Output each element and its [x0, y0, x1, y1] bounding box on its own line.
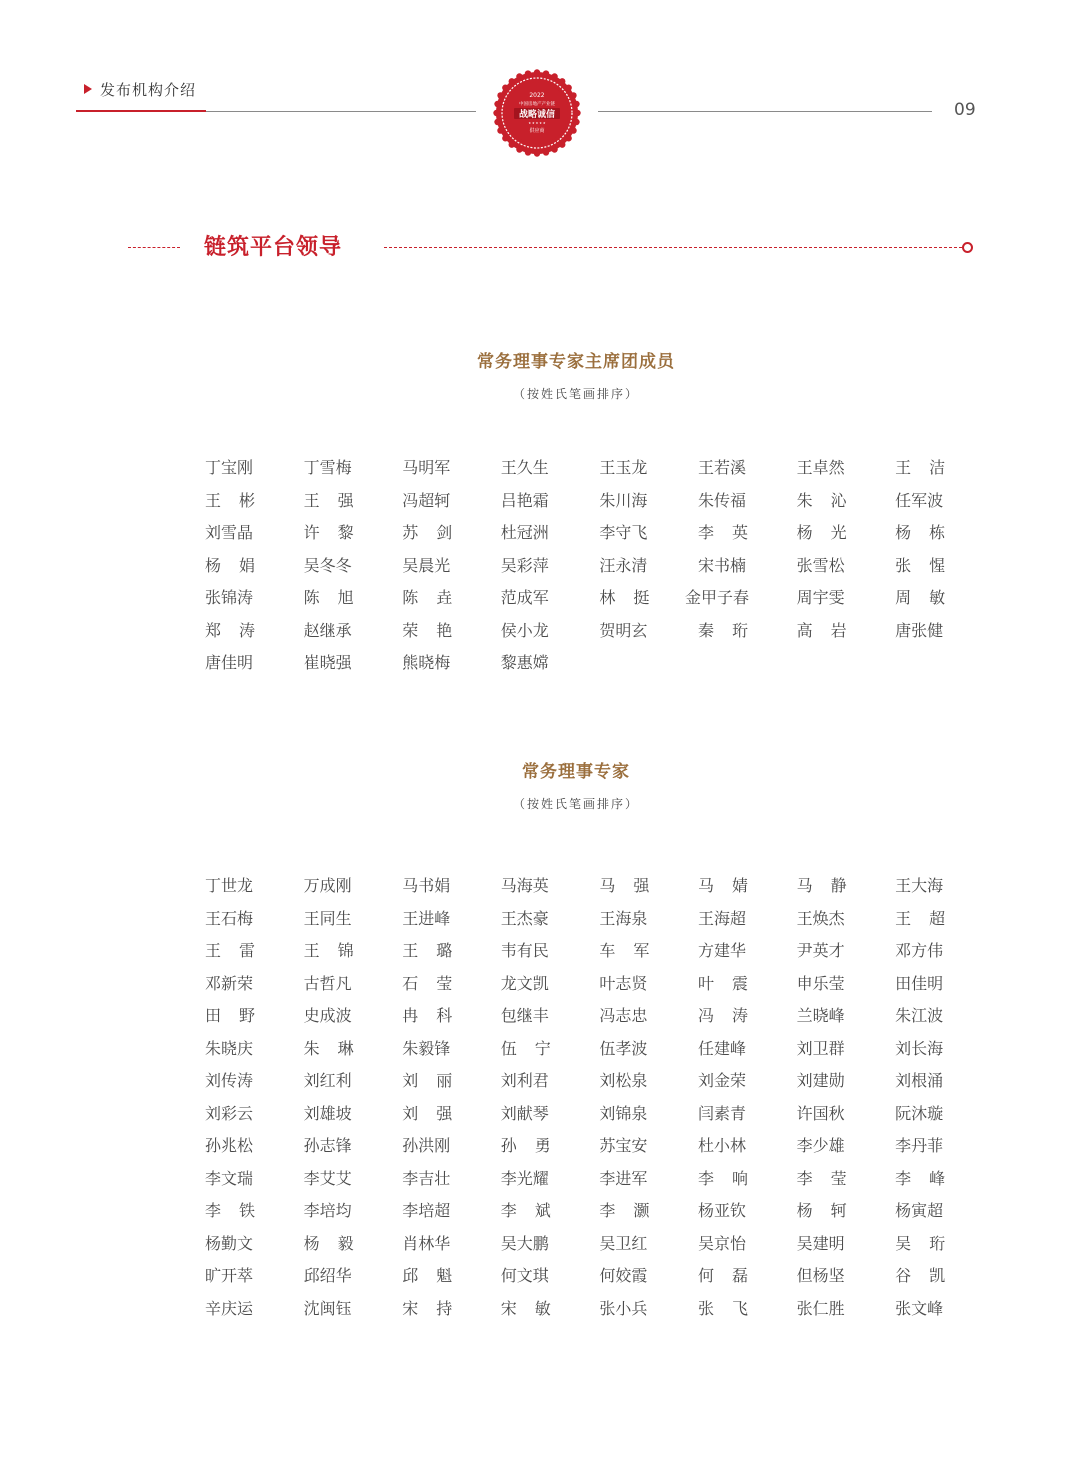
member-name: 张小兵	[599, 1298, 648, 1318]
member-name: 沈闽钰	[303, 1298, 352, 1318]
member-name: 朱川海	[599, 490, 648, 510]
member-name: 王海超	[697, 908, 746, 928]
member-name: 刘金荣	[697, 1071, 746, 1090]
seal-year: 2022	[529, 92, 545, 99]
member-name: 孙兆松	[205, 1136, 254, 1155]
member-name: 杨亚钦	[697, 1201, 746, 1220]
member-name: 王石梅	[205, 908, 254, 928]
svg-text:★ ★ ★ ★ ★: ★ ★ ★ ★ ★	[528, 121, 546, 125]
member-name: 刘松泉	[599, 1071, 648, 1090]
member-name: 朱毅锋	[402, 1038, 451, 1058]
member-name: 邓方伟	[895, 941, 944, 960]
group-1-heading: 常务理事专家主席团成员	[477, 352, 675, 372]
member-name: 杨轲	[796, 1201, 865, 1220]
member-name: 李吉壮	[402, 1168, 451, 1188]
group-2-subheading: （按姓氏笔画排序）	[512, 797, 639, 811]
member-name: 吕艳霜	[500, 490, 549, 510]
member-name: 刘根涌	[895, 1071, 944, 1090]
member-name: 陈旭	[303, 588, 372, 607]
member-name: 何文琪	[500, 1266, 549, 1285]
member-name: 张仁胜	[796, 1298, 845, 1318]
member-name: 何姣霞	[599, 1266, 648, 1285]
member-name: 田野	[205, 1006, 274, 1025]
member-name: 李铁	[205, 1201, 274, 1220]
member-name: 杨娟	[205, 555, 274, 575]
member-name: 但杨坚	[796, 1266, 845, 1285]
member-name: 杜冠洲	[500, 523, 549, 542]
member-name: 贺明玄	[599, 620, 648, 640]
group-1-subheading: （按姓氏笔画排序）	[512, 387, 639, 401]
member-name: 龙文凯	[500, 973, 549, 993]
member-name: 李培超	[402, 1201, 451, 1220]
member-name: 陈垚	[402, 588, 471, 607]
member-name: 赵继承	[303, 620, 352, 640]
member-name: 许国秋	[796, 1103, 845, 1123]
member-name: 刘强	[402, 1103, 471, 1123]
member-name: 马静	[796, 876, 865, 895]
member-name: 刘长海	[895, 1038, 944, 1058]
member-name: 范成军	[500, 588, 549, 607]
group-2-heading: 常务理事专家	[522, 762, 630, 782]
member-name: 朱晓庆	[205, 1038, 254, 1058]
header-divider-right	[598, 111, 932, 112]
member-name: 汪永清	[599, 555, 648, 575]
member-name: 刘雪晶	[205, 523, 254, 542]
member-name: 崔晓强	[303, 653, 352, 672]
member-name: 万成刚	[303, 876, 352, 895]
member-name: 丁雪梅	[303, 458, 352, 477]
member-name: 刘彩云	[205, 1103, 254, 1123]
member-name: 杜小林	[697, 1136, 746, 1155]
member-name: 杨栋	[895, 523, 964, 542]
member-name: 冯志忠	[599, 1006, 648, 1025]
member-name: 王锦	[303, 941, 372, 960]
member-name: 吴晨光	[402, 555, 451, 575]
member-name: 谷凯	[895, 1266, 964, 1285]
member-name: 丁世龙	[205, 876, 254, 895]
member-name: 许黎	[303, 523, 372, 542]
member-name: 刘锦泉	[599, 1103, 648, 1123]
member-name: 刘红利	[303, 1071, 352, 1090]
member-name: 王超	[895, 908, 964, 928]
member-name: 刘雄坡	[303, 1103, 352, 1123]
member-name: 王进峰	[402, 908, 451, 928]
member-name: 宋持	[402, 1298, 471, 1318]
member-name: 林挺	[599, 588, 668, 607]
member-name: 旷开萃	[205, 1266, 254, 1285]
member-name: 李守飞	[599, 523, 648, 542]
member-name: 孙志锋	[303, 1136, 352, 1155]
member-name: 李培均	[303, 1201, 352, 1220]
member-name: 张惺	[895, 555, 964, 575]
member-name: 宋书楠	[697, 555, 746, 575]
member-name: 冉科	[402, 1006, 471, 1025]
member-name: 熊晓梅	[402, 653, 451, 672]
member-name: 李文瑞	[205, 1168, 254, 1188]
member-name: 尹英才	[796, 941, 845, 960]
member-name: 王杰豪	[500, 908, 549, 928]
member-name: 苏宝安	[599, 1136, 648, 1155]
seal-logo	[493, 69, 581, 157]
member-name: 朱江波	[895, 1006, 944, 1025]
member-name: 肖林华	[402, 1233, 451, 1253]
seal-main-text: 战略诚信	[518, 110, 556, 120]
title-dash-end-circle	[962, 242, 973, 253]
member-name: 杨毅	[303, 1233, 372, 1253]
member-name: 周敏	[895, 588, 964, 607]
member-name: 秦珩	[697, 620, 766, 640]
member-name: 王彬	[205, 490, 274, 510]
member-name: 兰晓峰	[796, 1006, 845, 1025]
member-name: 李艾艾	[303, 1168, 352, 1188]
member-name: 车军	[599, 941, 668, 960]
seal-bottom-text: 供应商	[529, 128, 545, 134]
member-name: 马书娟	[402, 876, 451, 895]
page-number: 09	[954, 100, 976, 120]
member-name: 郑涛	[205, 620, 274, 640]
member-name: 阮沐璇	[895, 1103, 944, 1123]
member-name: 邱魁	[402, 1266, 471, 1285]
member-name: 朱传福	[697, 490, 746, 510]
member-name: 史成波	[303, 1006, 352, 1025]
member-name: 张雪松	[796, 555, 845, 575]
member-name: 李进军	[599, 1168, 648, 1188]
member-name: 石莹	[402, 973, 471, 993]
member-name: 金甲子春	[684, 588, 749, 607]
member-name: 刘丽	[402, 1071, 471, 1090]
header-divider-left	[206, 111, 476, 112]
member-name: 王同生	[303, 908, 352, 928]
member-name: 王大海	[895, 876, 944, 895]
member-name: 李峰	[895, 1168, 964, 1188]
member-name: 刘建勋	[796, 1071, 845, 1090]
member-name: 王海泉	[599, 908, 648, 928]
member-name: 李英	[697, 523, 766, 542]
member-name: 张文峰	[895, 1298, 944, 1318]
header-arrow-icon	[84, 84, 92, 94]
member-name: 荣艳	[402, 620, 471, 640]
member-name: 冯超轲	[402, 490, 451, 510]
member-name: 伍孝波	[599, 1038, 648, 1058]
member-name: 辛庆运	[205, 1298, 254, 1318]
member-name: 唐佳明	[205, 653, 254, 672]
member-name: 张锦涛	[205, 588, 254, 607]
member-name: 马婧	[697, 876, 766, 895]
member-name: 伍宁	[500, 1038, 569, 1058]
member-name: 刘传涛	[205, 1071, 254, 1090]
member-name: 李少雄	[796, 1136, 845, 1155]
member-name: 杨勤文	[205, 1233, 254, 1253]
member-name: 李莹	[796, 1168, 865, 1188]
member-name: 吴冬冬	[303, 555, 352, 575]
member-name: 邓新荣	[205, 973, 254, 993]
seal-top-text: 中国房地产产业链	[519, 102, 555, 107]
section-title: 链筑平台领导	[204, 235, 343, 260]
member-name: 叶震	[697, 973, 766, 993]
member-name: 叶志贤	[599, 973, 648, 993]
member-name: 王璐	[402, 941, 471, 960]
member-name: 刘利君	[500, 1071, 549, 1090]
member-name: 李光耀	[500, 1168, 549, 1188]
title-dash-left	[128, 247, 180, 248]
member-name: 黎惠嫦	[500, 653, 549, 672]
member-name: 包继丰	[500, 1006, 549, 1025]
member-name: 杨寅超	[895, 1201, 944, 1220]
member-name: 吴彩萍	[500, 555, 549, 575]
member-name: 马强	[599, 876, 668, 895]
member-name: 丁宝刚	[205, 458, 254, 477]
member-name: 孙洪刚	[402, 1136, 451, 1155]
member-name: 李灏	[599, 1201, 668, 1220]
member-name: 朱沁	[796, 490, 865, 510]
member-name: 宋敏	[500, 1298, 569, 1318]
member-name: 王卓然	[796, 458, 845, 477]
member-name: 刘献琴	[500, 1103, 549, 1123]
member-name: 王久生	[500, 458, 549, 477]
member-name: 田佳明	[895, 973, 944, 993]
member-name: 孙勇	[500, 1136, 569, 1155]
member-name: 王焕杰	[796, 908, 845, 928]
title-dash-right	[384, 247, 962, 248]
member-name: 唐张健	[895, 620, 944, 640]
member-name: 吴京怡	[697, 1233, 746, 1253]
member-name: 冯涛	[697, 1006, 766, 1025]
member-name: 方建华	[697, 941, 746, 960]
member-name: 周宇雯	[796, 588, 845, 607]
member-name: 闫素青	[697, 1103, 746, 1123]
group-1-name-grid	[205, 452, 965, 680]
member-name: 侯小龙	[500, 620, 549, 640]
member-name: 张飞	[697, 1298, 766, 1318]
member-name: 韦有民	[500, 941, 549, 960]
member-name: 马海英	[500, 876, 549, 895]
member-name: 王洁	[895, 458, 964, 477]
group-2-name-grid	[205, 870, 965, 1325]
member-name: 任军波	[895, 490, 944, 510]
member-name: 李丹菲	[895, 1136, 944, 1155]
member-name: 吴珩	[895, 1233, 964, 1253]
member-name: 吴建明	[796, 1233, 845, 1253]
member-name: 李响	[697, 1168, 766, 1188]
header-accent-line	[76, 110, 206, 112]
member-name: 刘卫群	[796, 1038, 845, 1058]
header-section-label: 发布机构介绍	[100, 81, 197, 99]
member-name: 马明军	[402, 458, 451, 477]
member-name: 朱琳	[303, 1038, 372, 1058]
member-name: 王若溪	[697, 458, 746, 477]
member-name: 邱绍华	[303, 1266, 352, 1285]
member-name: 吴大鹏	[500, 1233, 549, 1253]
member-name: 苏剑	[402, 523, 471, 542]
member-name: 王玉龙	[599, 458, 648, 477]
member-name: 王雷	[205, 941, 274, 960]
member-name: 任建峰	[697, 1038, 746, 1058]
member-name: 高岩	[796, 620, 865, 640]
member-name: 吴卫红	[599, 1233, 648, 1253]
member-name: 申乐莹	[796, 973, 845, 993]
member-name: 古哲凡	[303, 973, 352, 993]
member-name: 何磊	[697, 1266, 766, 1285]
member-name: 李斌	[500, 1201, 569, 1220]
member-name: 杨光	[796, 523, 865, 542]
member-name: 王强	[303, 490, 372, 510]
